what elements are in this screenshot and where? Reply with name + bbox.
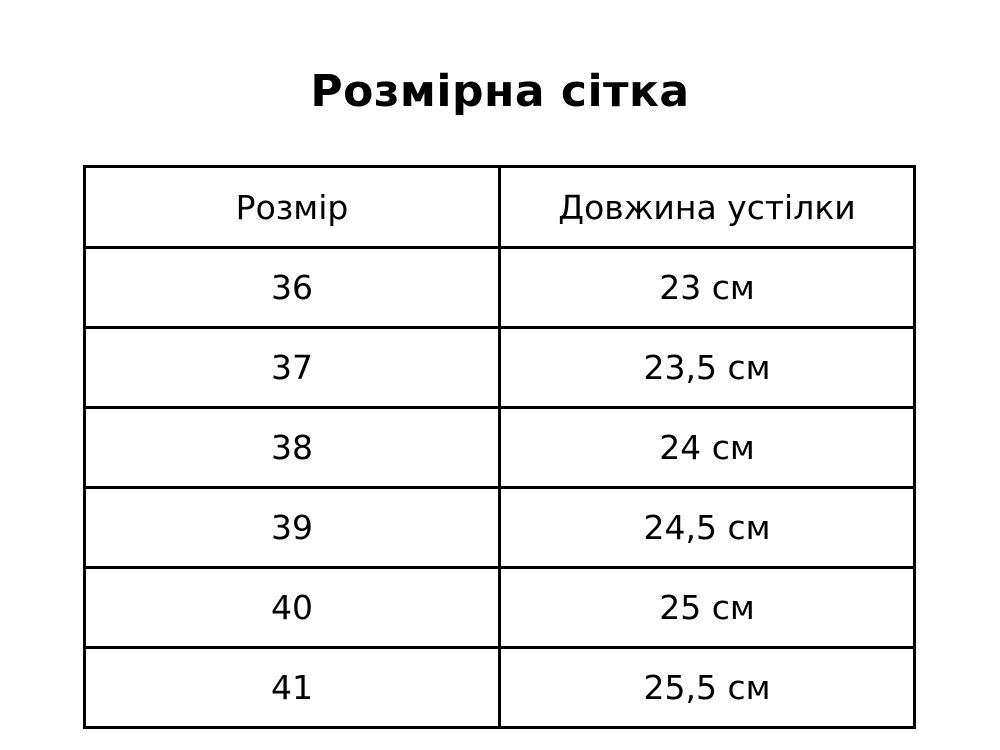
size-cell: 36 xyxy=(85,248,500,328)
insole-length-cell: 25,5 см xyxy=(500,648,915,728)
insole-length-column-header: Довжина устілки xyxy=(500,167,915,248)
header-row xyxy=(85,167,915,248)
table-row xyxy=(85,568,915,648)
size-cell: 39 xyxy=(85,488,500,568)
insole-length-cell: 24,5 см xyxy=(500,488,915,568)
table-row xyxy=(85,488,915,568)
insole-length-cell: 25 см xyxy=(500,568,915,648)
insole-length-cell: 24 см xyxy=(500,408,915,488)
size-cell: 37 xyxy=(85,328,500,408)
insole-length-cell: 23,5 см xyxy=(500,328,915,408)
size-table xyxy=(83,165,916,729)
table-row xyxy=(85,248,915,328)
table-row xyxy=(85,408,915,488)
size-column-header: Розмір xyxy=(85,167,500,248)
size-table-header xyxy=(85,167,915,248)
size-cell: 41 xyxy=(85,648,500,728)
size-table-body xyxy=(85,248,915,728)
insole-length-cell: 23 см xyxy=(500,248,915,328)
size-cell: 38 xyxy=(85,408,500,488)
size-cell: 40 xyxy=(85,568,500,648)
page-title: Розмірна сітка xyxy=(310,66,690,117)
table-row xyxy=(85,648,915,728)
table-row xyxy=(85,328,915,408)
